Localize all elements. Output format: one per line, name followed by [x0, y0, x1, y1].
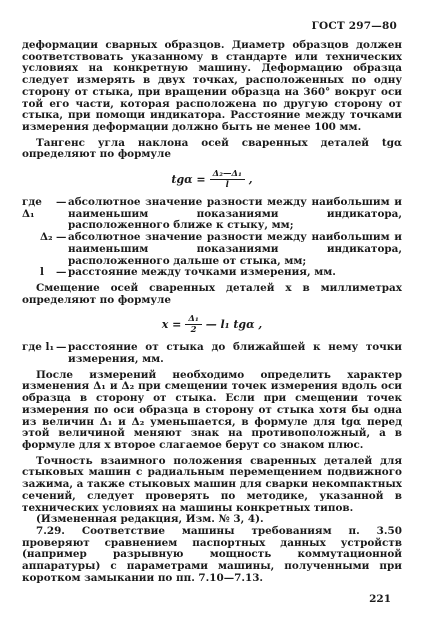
paragraph-amendment: (Измененная редакция, Изм. № 3, 4). — [36, 513, 264, 526]
definition-dash: — — [56, 231, 67, 244]
definition-text: абсолютное значение разности между наибольшим и наименьшим показаниями индикатора, расположенного ближе к стыку, мм; — [68, 196, 402, 232]
definition-dash: — — [56, 196, 67, 209]
definition-row — [22, 342, 402, 365]
definition-intro: где l₁ — [22, 341, 55, 354]
formula-offset-lhs: x = — [161, 318, 182, 331]
definition-dash: — — [56, 266, 67, 279]
definition-row — [22, 232, 402, 267]
formula-offset-fraction — [185, 314, 201, 335]
definition-dash: — — [56, 341, 67, 354]
paragraph-accuracy: Точность взаимного положения сваренных деталей для стыковых машин с радиальным перемещением подвижного зажима, а также стыковых машин для сварки некомпактных сечений, следует проверять по методике, указанной в технических условиях на машины конкретных типов. — [22, 454, 402, 514]
definition-text: расстояние между точками измерения, мм. — [68, 266, 336, 279]
formula-offset — [22, 314, 402, 335]
standard-header: ГОСТ 297—80 — [311, 20, 397, 32]
definition-row — [22, 267, 402, 279]
definition-symbol: l — [40, 266, 44, 279]
document-body — [22, 40, 402, 584]
definitions-offset — [22, 342, 402, 365]
formula-offset-rest: — l₁ tgα , — [205, 318, 263, 331]
formula-tangent-fraction — [210, 169, 245, 190]
definition-text: абсолютное значение разности между наибольшим и наименьшим показаниями индикатора, расположенного дальше от стыка, мм; — [68, 231, 402, 267]
formula-tangent-lhs: tgα = — [171, 172, 206, 186]
formula-tangent-denominator: l — [225, 180, 229, 191]
paragraph-deformation: деформации сварных образцов. Диаметр образцов должен соответствовать указанному в стандарте или технических условиях на конкретную машину. Деформацию образца следует измерять в двух точках, расположенных по одну сторону от стыка, при вращении образца на 360° вокруг оси той его части, которая расположена по другую сторону от стыка, при помощи индикатора. Расстояние между точками измерения деформации должно быть не менее 100 мм. — [22, 39, 402, 133]
definitions-tangent — [22, 197, 402, 279]
page-number: 221 — [369, 593, 391, 605]
formula-offset-numerator: Δ₁ — [185, 314, 201, 325]
formula-offset-denominator: 2 — [190, 325, 197, 336]
formula-tangent — [22, 169, 402, 190]
definition-row — [22, 197, 402, 232]
paragraph-clause-7-29: 7.29. Соответствие машины требованиям п. 3.50 проверяют сравнением паспортных данных устройств (например разрывную мощность коммутационной аппаратуры) с параметрами машины, полученными при коротком замыкании по пп. 7.10—7.13. — [22, 524, 402, 584]
paragraph-offset-intro: Смещение осей сваренных деталей x в миллиметрах определяют по формуле — [22, 281, 402, 306]
paragraph-tangent-intro: Тангенс угла наклона осей сваренных деталей tgα определяют по формуле — [22, 136, 402, 161]
definition-intro: где Δ₁ — [22, 196, 42, 220]
paragraph-measurement: После измерений необходимо определить характер изменения Δ₁ и Δ₂ при смещении точек измерения вдоль оси образца в сторону от стыка. Если при смещении точек измерения по оси образца в сторону от стыка хотя бы одна из величин Δ₁ и Δ₂ уменьшается, в формуле для tgα перед этой величиной меняют знак на противоположный, а в формуле для x второе слагаемое берут со знаком плюс. — [22, 368, 402, 451]
formula-tangent-numerator: Δ₂—Δ₁ — [210, 169, 245, 180]
definition-text: расстояние от стыка до ближайшей к нему точки измерения, мм. — [68, 341, 402, 366]
formula-tangent-tail: , — [248, 172, 253, 186]
definition-symbol: Δ₂ — [40, 231, 53, 244]
